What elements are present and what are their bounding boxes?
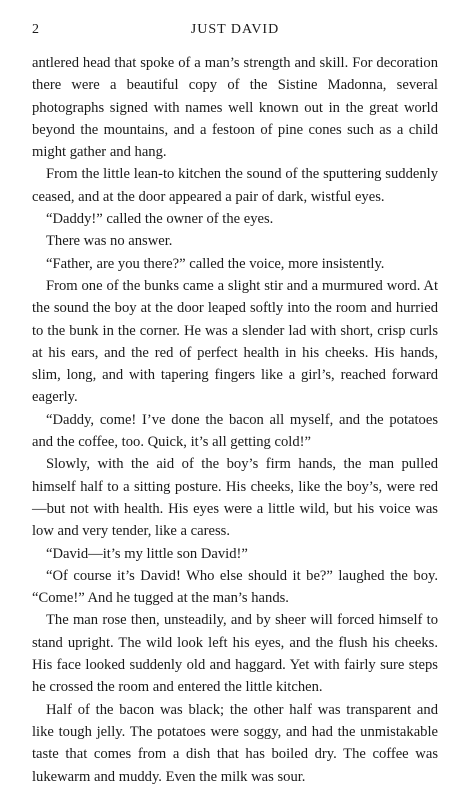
book-page	[32, 22, 438, 788]
paragraph: “David—it’s my little son David!”	[46, 545, 248, 562]
paragraph: There was no answer.	[46, 233, 173, 250]
body-text	[32, 52, 438, 788]
page-header	[32, 22, 438, 44]
paragraph: From the little lean-to kitchen the sound of the sputtering suddenly ceased, and at the door appeared a pair of dark, wistful eyes.	[32, 166, 438, 205]
running-title: JUST DAVID	[190, 22, 280, 37]
paragraph: Slowly, with the aid of the boy’s firm hands, the man pulled himself half to a sitting posture. His cheeks, like the boy’s, were red—but not with health. His eyes were a little wild, but his voice was low and very tender, like a caress.	[32, 456, 438, 540]
paragraph: antlered head that spoke of a man’s strength and skill. For decoration there were a beautiful copy of the Sistine Madonna, several photographs signed with names well known out in the great world beyond the mountains, and a festoon of pine cones such as a child might gather and hang.	[32, 55, 438, 161]
paragraph: Half of the bacon was black; the other half was transparent and like tough jelly. The potatoes were soggy, and had the unmistakable taste that comes from a dish that has boiled dry. The coffee was lukewarm and muddy. Even the milk was sour.	[32, 701, 438, 785]
page-number: 2	[32, 22, 40, 37]
paragraph: “Father, are you there?” called the voice, more insistently.	[46, 255, 385, 272]
paragraph: The man rose then, unsteadily, and by sheer will forced himself to stand upright. The wild look left his eyes, and the flush his cheeks. His face looked suddenly old and haggard. Yet with fairly sure steps he crossed the room and entered the little kitchen.	[32, 612, 438, 696]
paragraph: “Daddy!” called the owner of the eyes.	[46, 211, 274, 228]
paragraph: “Of course it’s David! Who else should it be?” laughed the boy. “Come!” And he tugged at the man’s hands.	[32, 567, 438, 607]
paragraph: “Daddy, come! I’ve done the bacon all myself, and the potatoes and the coffee, too. Quick, it’s all getting cold!”	[32, 411, 438, 451]
paragraph: From one of the bunks came a slight stir and a murmured word. At the sound the boy at the door leaped softly into the room and hurried to the bunk in the corner. He was a slender lad with short, crisp curls at his ears, and the red of perfect health in his cheeks. His hands, slim, long, and with tapering fingers like a girl’s, reached forward eagerly.	[32, 277, 438, 406]
